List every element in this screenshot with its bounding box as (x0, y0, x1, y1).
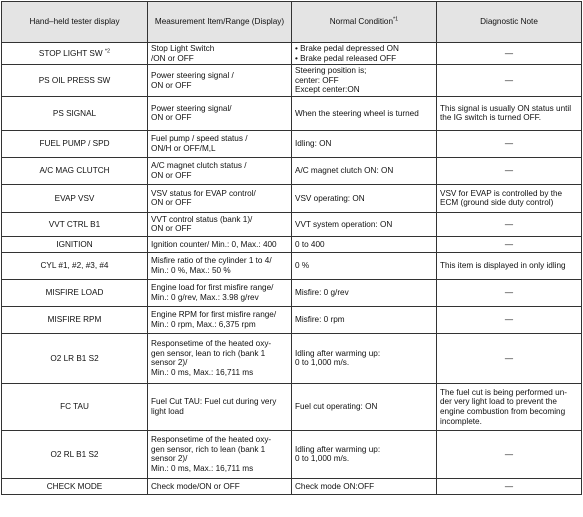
cell-diagnostic-note: The fuel cut is being performed un- der very light load to prevent the engine combustion from becoming incomplete. (437, 383, 582, 430)
cell-diagnostic-note: — (437, 43, 582, 65)
table-row (2, 236, 582, 252)
header-note (437, 2, 582, 43)
cell-normal-condition: When the steering wheel is turned (292, 96, 437, 130)
cell-measurement: VSV status for EVAP control/ ON or OFF (148, 184, 292, 212)
cell-measurement: A/C magnet clutch status / ON or OFF (148, 157, 292, 184)
cell-normal-condition: Idling after warming up: 0 to 1,000 m/s. (292, 333, 437, 383)
cell-normal-condition: A/C magnet clutch ON: ON (292, 157, 437, 184)
display-item-label: CHECK MODE (46, 481, 103, 491)
cell-measurement: Power steering signal / ON or OFF (148, 65, 292, 97)
cell-normal-condition: VVT system operation: ON (292, 212, 437, 236)
cell-display (2, 65, 148, 97)
cell-measurement: VVT control status (bank 1)/ ON or OFF (148, 212, 292, 236)
cell-diagnostic-note: — (437, 333, 582, 383)
display-item-label: EVAP VSV (54, 193, 95, 203)
table-row (2, 383, 582, 430)
cell-measurement: Fuel Cut TAU: Fuel cut during very light load (148, 383, 292, 430)
header-measure (148, 2, 292, 43)
display-item-label: STOP LIGHT SW (38, 48, 103, 58)
cell-diagnostic-note: — (437, 212, 582, 236)
display-item-label: VVT CTRL B1 (48, 219, 101, 229)
cell-measurement: Stop Light Switch /ON or OFF (148, 43, 292, 65)
cell-display (2, 478, 148, 494)
cell-measurement: Engine load for first misfire range/ Min.: 0 g/rev, Max.: 3.98 g/rev (148, 279, 292, 306)
header-measure-label: Measurement Item/Range (Display) (154, 17, 285, 27)
table-row (2, 96, 582, 130)
cell-diagnostic-note: — (437, 157, 582, 184)
cell-diagnostic-note: — (437, 306, 582, 333)
cell-measurement: Fuel pump / speed status / ON/H or OFF/M,L (148, 130, 292, 157)
cell-display (2, 184, 148, 212)
cell-measurement: Misfire ratio of the cylinder 1 to 4/ Min.: 0 %, Max.: 50 % (148, 252, 292, 279)
cell-display (2, 157, 148, 184)
display-item-label: FC TAU (60, 402, 89, 412)
cell-normal-condition: • Brake pedal depressed ON • Brake pedal released OFF (292, 43, 437, 65)
header-normal-footnote: *1 (393, 16, 399, 23)
table-row (2, 430, 582, 478)
cell-display (2, 236, 148, 252)
cell-measurement: Ignition counter/ Min.: 0, Max.: 400 (148, 236, 292, 252)
cell-measurement: Responsetime of the heated oxy- gen sensor, rich to lean (bank 1 sensor 2)/ Min.: 0 ms, Max.: 16,711 ms (148, 430, 292, 478)
cell-display (2, 279, 148, 306)
cell-diagnostic-note: This item is displayed in only idling (437, 252, 582, 279)
cell-normal-condition: Idling: ON (292, 130, 437, 157)
table-row (2, 279, 582, 306)
header-note-label: Diagnostic Note (480, 17, 538, 27)
table-row (2, 333, 582, 383)
display-item-label: A/C MAG CLUTCH (39, 166, 110, 176)
cell-diagnostic-note: This signal is usually ON status until the IG switch is turned OFF. (437, 96, 582, 130)
table-row (2, 478, 582, 494)
cell-display (2, 130, 148, 157)
cell-diagnostic-note: VSV for EVAP is controlled by the ECM (ground side duty control) (437, 184, 582, 212)
cell-diagnostic-note: — (437, 65, 582, 97)
cell-normal-condition: 0 to 400 (292, 236, 437, 252)
display-item-label: MISFIRE LOAD (45, 288, 104, 298)
table-row (2, 212, 582, 236)
display-item-label: O2 LR B1 S2 (50, 353, 99, 363)
cell-diagnostic-note: — (437, 130, 582, 157)
cell-measurement: Responsetime of the heated oxy- gen sensor, lean to rich (bank 1 sensor 2)/ Min.: 0 ms, Max.: 16,711 ms (148, 333, 292, 383)
cell-normal-condition: Fuel cut operating: ON (292, 383, 437, 430)
cell-measurement: Power steering signal/ ON or OFF (148, 96, 292, 130)
cell-diagnostic-note: — (437, 430, 582, 478)
cell-normal-condition: Check mode ON:OFF (292, 478, 437, 494)
table-row (2, 65, 582, 97)
cell-normal-condition: Misfire: 0 rpm (292, 306, 437, 333)
cell-display (2, 430, 148, 478)
cell-normal-condition: VSV operating: ON (292, 184, 437, 212)
table-row (2, 184, 582, 212)
display-item-label: PS OIL PRESS SW (38, 75, 111, 85)
cell-measurement: Engine RPM for first misfire range/ Min.: 0 rpm, Max.: 6,375 rpm (148, 306, 292, 333)
header-display (2, 2, 148, 43)
cell-normal-condition: Idling after warming up: 0 to 1,000 m/s. (292, 430, 437, 478)
cell-display (2, 212, 148, 236)
cell-diagnostic-note: — (437, 236, 582, 252)
tester-data-table (1, 1, 582, 495)
cell-display (2, 43, 148, 65)
cell-display (2, 383, 148, 430)
display-item-label: O2 RL B1 S2 (50, 449, 99, 459)
cell-display (2, 252, 148, 279)
cell-diagnostic-note: — (437, 279, 582, 306)
display-item-label: PS SIGNAL (52, 108, 97, 118)
cell-normal-condition: 0 % (292, 252, 437, 279)
cell-display (2, 306, 148, 333)
display-footnote-marker: *2 (104, 48, 111, 55)
header-display-label: Hand–held tester display (29, 17, 120, 27)
table-row (2, 306, 582, 333)
display-item-label: IGNITION (56, 239, 93, 249)
display-item-label: MISFIRE RPM (47, 315, 102, 325)
cell-normal-condition: Misfire: 0 g/rev (292, 279, 437, 306)
table-row (2, 157, 582, 184)
header-normal-label: Normal Condition (329, 17, 394, 27)
table-row (2, 252, 582, 279)
table-row (2, 43, 582, 65)
cell-diagnostic-note: — (437, 478, 582, 494)
table-row (2, 130, 582, 157)
cell-measurement: Check mode/ON or OFF (148, 478, 292, 494)
cell-display (2, 96, 148, 130)
table-header-row (2, 2, 582, 43)
cell-normal-condition: Steering position is; center: OFF Except center:ON (292, 65, 437, 97)
header-normal (292, 2, 437, 43)
display-item-label: CYL #1, #2, #3, #4 (40, 261, 109, 271)
display-item-label: FUEL PUMP / SPD (39, 139, 110, 149)
cell-display (2, 333, 148, 383)
